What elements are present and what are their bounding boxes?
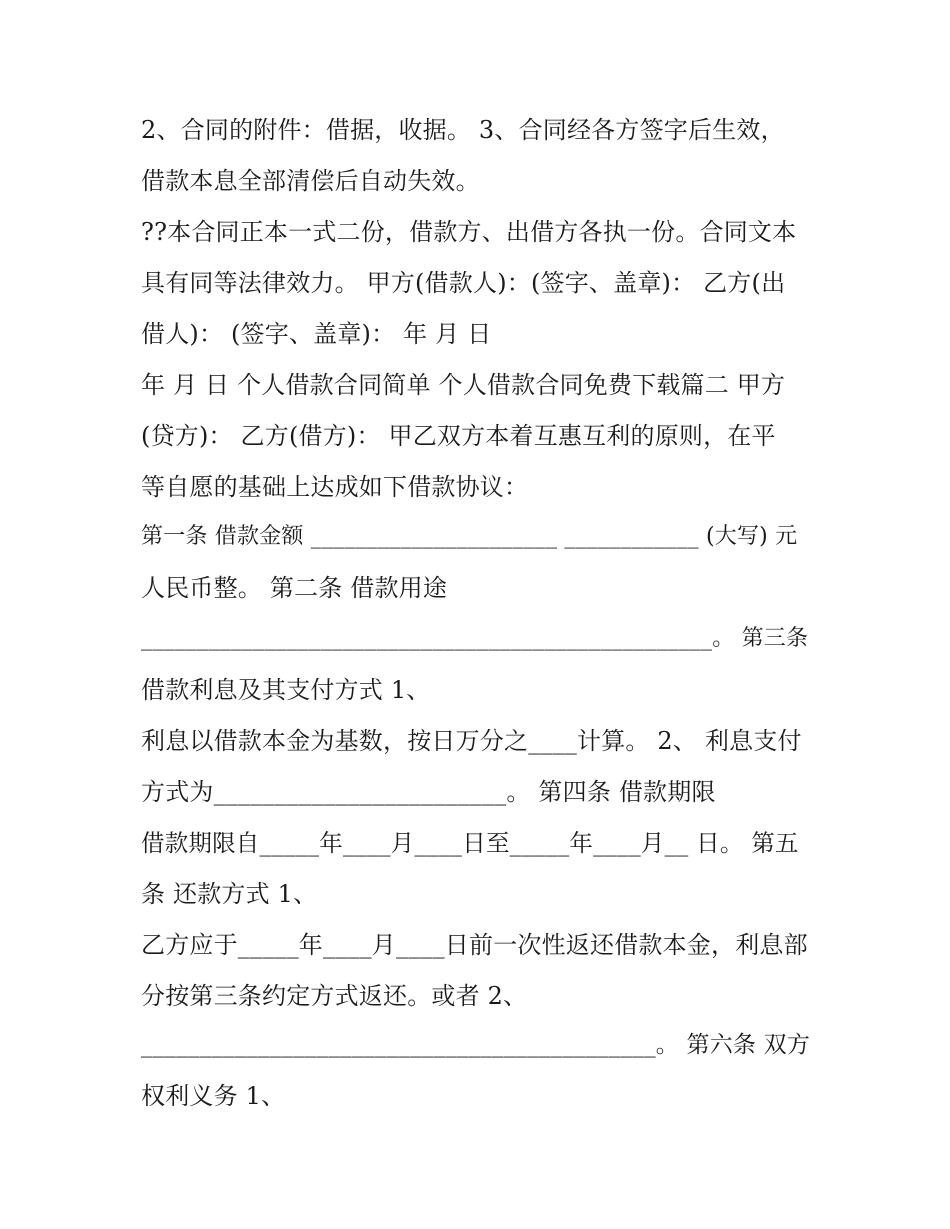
text-line: 借款利息及其支付方式 1、 xyxy=(141,676,431,704)
text-line: (贷方)： 乙方(借方)： 甲乙双方本着互惠互利的原则，在平 xyxy=(141,422,776,450)
text-line: ??本合同正本一式二份，借款方、出借方各执一份。合同文本 xyxy=(141,218,797,246)
text-line: 借人)： (签字、盖章)： 年 月 日 xyxy=(141,320,492,348)
text-line: ___________________________________________________。 第三条 xyxy=(141,626,809,651)
text-line: 分按第三条约定方式返还。或者 2、 xyxy=(141,982,528,1010)
text-line: 借款期限自_____年____月____日至_____年____月__ 日。 第五 xyxy=(141,829,799,857)
text-line: 第一条 借款金额 ______________________ ____________ (大写) 元 xyxy=(141,524,798,549)
text-line: 借款本息全部清偿后自动失效。 xyxy=(141,167,480,195)
text-line: 条 还款方式 1、 xyxy=(141,880,318,908)
text-line: 2、合同的附件：借据，收据。 3、合同经各方签字后生效， xyxy=(141,116,785,144)
text-line: ____________________________________________。 第六条 双方 xyxy=(141,1032,811,1058)
text-line: 具有同等法律效力。 甲方(借款人)：(签字、盖章)： 乙方(出 xyxy=(141,269,786,297)
text-line: 乙方应于_____年____月____日前一次性返还借款本金，利息部 xyxy=(141,931,808,959)
text-line: 等自愿的基础上达成如下借款协议： xyxy=(141,473,529,501)
text-line: 方式为________________________。 第四条 借款期限 xyxy=(141,778,716,806)
text-line: 年 月 日 个人借款合同简单 个人借款合同免费下载篇二 甲方 xyxy=(141,371,786,399)
text-line: 权利义务 1、 xyxy=(141,1082,286,1110)
text-line: 人民币整。 第二条 借款用途 xyxy=(141,574,448,602)
text-line: 利息以借款本金为基数，按日万分之____计算。 2、 利息支付 xyxy=(141,727,802,755)
